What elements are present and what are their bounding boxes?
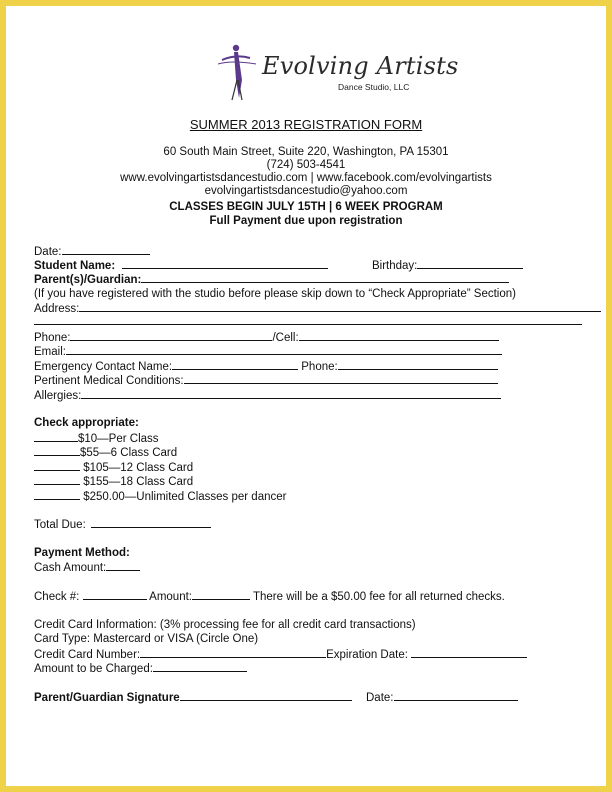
option-row xyxy=(34,489,286,504)
check-amount-label: Amount: xyxy=(149,591,192,603)
check-number-label: Check #: xyxy=(34,591,80,603)
address-field[interactable] xyxy=(79,301,601,312)
total-label: Total Due: xyxy=(34,519,86,531)
total-field[interactable] xyxy=(91,517,211,528)
studio-email: evolvingartistsdancestudio@yahoo.com xyxy=(204,185,408,197)
option-blank[interactable] xyxy=(34,489,80,500)
registration-form xyxy=(6,6,606,786)
signature-label: Parent/Guardian Signature xyxy=(34,692,180,704)
signature-field[interactable] xyxy=(180,690,352,701)
emergency-contact-field[interactable] xyxy=(172,359,298,370)
charged-label: Amount to be Charged: xyxy=(34,663,153,675)
form-title: SUMMER 2013 REGISTRATION FORM xyxy=(189,117,423,132)
guardian-row xyxy=(34,272,509,287)
guardian-label: Parent(s)/Guardian: xyxy=(34,274,142,286)
expiration-label: Expiration Date: xyxy=(326,649,408,661)
cc-number-row xyxy=(34,647,527,662)
cash-field[interactable] xyxy=(106,560,140,571)
studio-address: 60 South Main Street, Suite 220, Washington, PA 15301 xyxy=(163,146,449,158)
emergency-row xyxy=(34,359,498,374)
option-row xyxy=(34,460,193,475)
option-blank[interactable] xyxy=(34,431,78,442)
birthday-row xyxy=(372,258,523,273)
date-row xyxy=(34,244,150,259)
option-blank[interactable] xyxy=(34,445,80,456)
payment-notice: Full Payment due upon registration xyxy=(209,215,403,227)
card-type: Card Type: Mastercard or VISA (Circle One) xyxy=(34,633,259,645)
signature-date-label: Date: xyxy=(366,692,394,704)
charged-row xyxy=(34,661,247,676)
studio-websites: www.evolvingartistsdancestudio.com | www.facebook.com/evolvingartists xyxy=(120,172,492,184)
logo-name: Evolving Artists xyxy=(262,52,459,80)
studio-logo xyxy=(212,40,459,112)
birthday-field[interactable] xyxy=(417,258,523,269)
phone-field[interactable] xyxy=(70,330,272,341)
student-name-row xyxy=(34,258,328,273)
signature-date-row xyxy=(366,690,518,705)
check-row xyxy=(34,589,505,604)
phone-label: Phone: xyxy=(34,332,71,344)
option-blank[interactable] xyxy=(34,474,80,485)
medical-row xyxy=(34,373,498,388)
returned-check-note: There will be a $50.00 fee for all returned checks. xyxy=(252,591,505,603)
option-label: $55—6 Class Card xyxy=(80,447,178,459)
email-field[interactable] xyxy=(66,344,502,355)
check-amount-field[interactable] xyxy=(192,589,250,600)
signature-row xyxy=(34,690,352,705)
phone-row xyxy=(34,330,499,345)
option-label: $250.00—Unlimited Classes per dancer xyxy=(80,491,287,503)
date-label: Date: xyxy=(34,246,62,258)
cash-row xyxy=(34,560,140,575)
email-row xyxy=(34,344,502,359)
option-blank[interactable] xyxy=(34,460,80,471)
emergency-phone-label: Phone: xyxy=(301,361,338,373)
guardian-field[interactable] xyxy=(141,272,509,283)
date-field[interactable] xyxy=(62,244,150,255)
check-heading: Check appropriate: xyxy=(34,417,139,429)
classes-notice: CLASSES BEGIN JULY 15TH | 6 WEEK PROGRAM xyxy=(169,201,443,213)
expiration-field[interactable] xyxy=(411,647,527,658)
returning-note: (If you have registered with the studio before please skip down to “Check Appropriate” Section) xyxy=(34,288,516,300)
cc-info: Credit Card Information: (3% processing fee for all credit card transactions) xyxy=(34,619,416,631)
allergies-label: Allergies: xyxy=(34,390,82,402)
allergies-field[interactable] xyxy=(81,388,501,399)
option-row xyxy=(34,445,177,460)
student-name-label: Student Name: xyxy=(34,260,116,272)
address-label: Address: xyxy=(34,303,80,315)
email-label: Email: xyxy=(34,346,66,358)
emergency-phone-field[interactable] xyxy=(338,359,498,370)
check-number-field[interactable] xyxy=(83,589,147,600)
logo-subtitle: Dance Studio, LLC xyxy=(338,82,410,92)
option-label: $105—12 Class Card xyxy=(80,462,194,474)
signature-date-field[interactable] xyxy=(394,690,518,701)
cell-label: /Cell: xyxy=(272,332,299,344)
medical-label: Pertinent Medical Conditions: xyxy=(34,375,184,387)
option-label: $10—Per Class xyxy=(78,433,159,445)
emergency-contact-label: Emergency Contact Name: xyxy=(34,361,173,373)
address-row xyxy=(34,301,601,316)
cash-label: Cash Amount: xyxy=(34,562,107,574)
address-field-line-2[interactable] xyxy=(34,324,582,325)
cell-field[interactable] xyxy=(299,330,499,341)
option-row xyxy=(34,474,193,489)
birthday-label: Birthday: xyxy=(372,260,418,272)
charged-field[interactable] xyxy=(153,661,247,672)
medical-field[interactable] xyxy=(184,373,498,384)
allergies-row xyxy=(34,388,501,403)
cc-number-field[interactable] xyxy=(140,647,326,658)
option-label: $155—18 Class Card xyxy=(80,476,194,488)
total-row xyxy=(34,517,211,532)
payment-heading: Payment Method: xyxy=(34,547,130,559)
option-row xyxy=(34,431,159,446)
student-name-field[interactable] xyxy=(122,258,328,269)
studio-phone: (724) 503-4541 xyxy=(266,159,346,171)
cc-number-label: Credit Card Number: xyxy=(34,649,141,661)
